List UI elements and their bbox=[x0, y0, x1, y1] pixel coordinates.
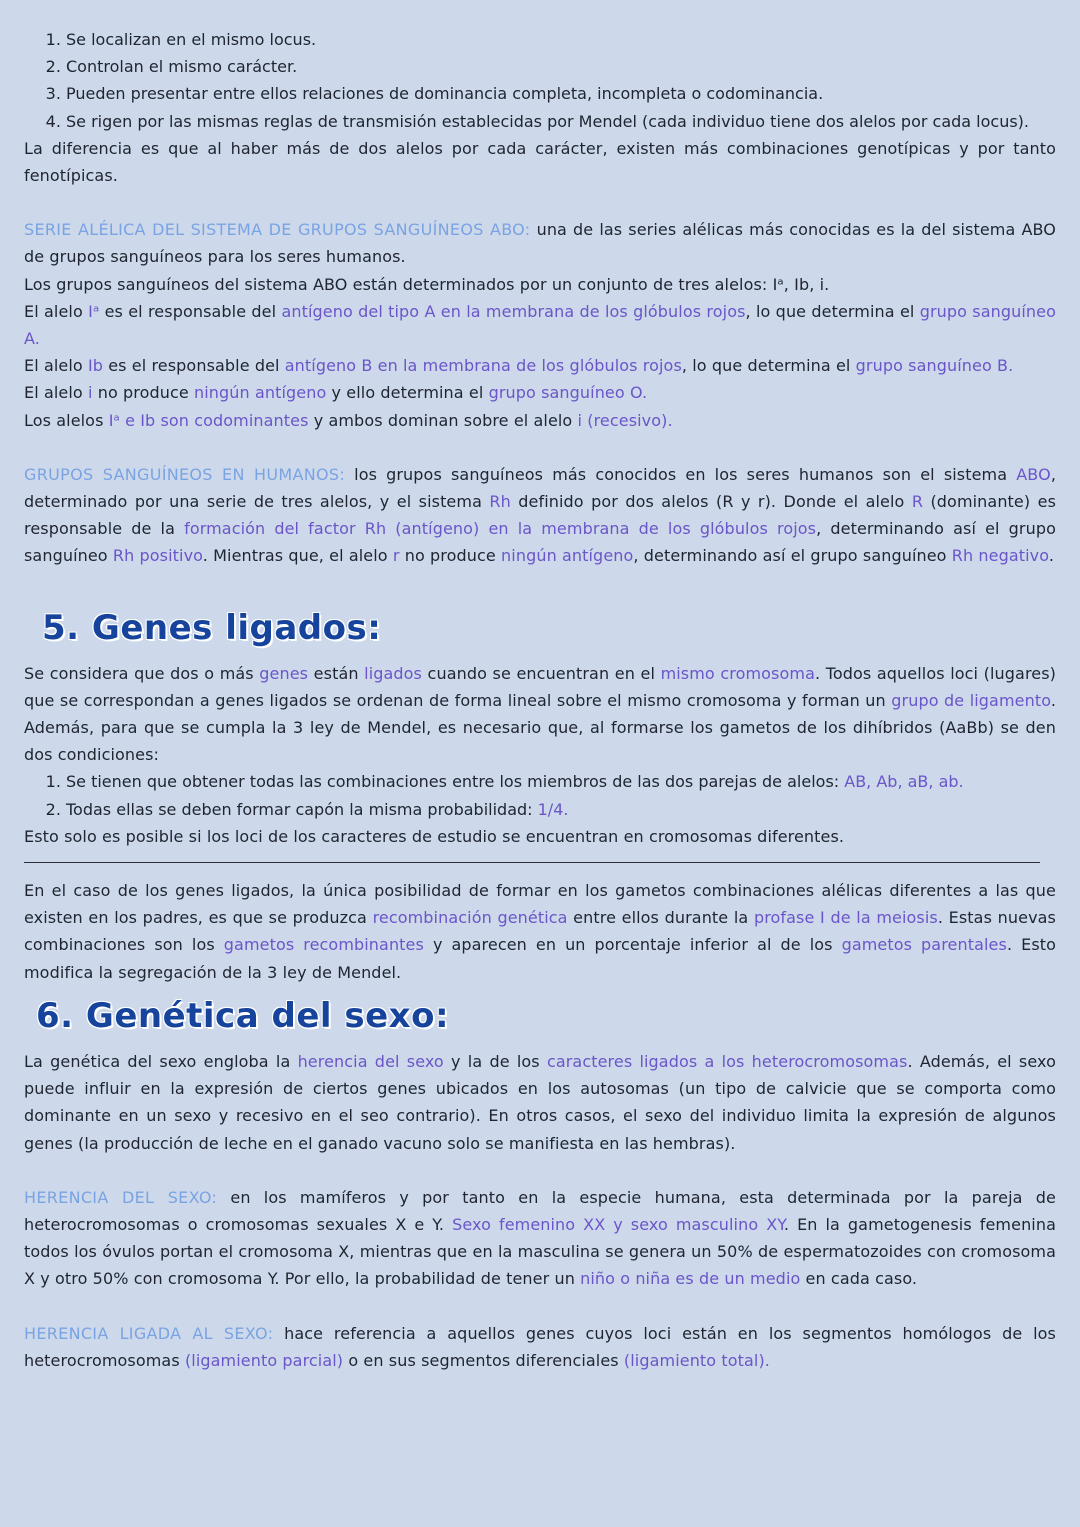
sex-linked-heading: HERENCIA LIGADA AL SEXO: bbox=[24, 1323, 274, 1343]
alleles-properties-list bbox=[24, 26, 1056, 135]
abo-heading: SERIE ALÉLICA DEL SISTEMA DE GRUPOS SANGUÍNEOS ABO: bbox=[24, 220, 531, 240]
list-item: 2. Controlan el mismo carácter. bbox=[66, 53, 1056, 80]
different-chromosomes-line: Esto solo es posible si los loci de los caracteres de estudio se encuentran en cromosomas diferentes. bbox=[24, 826, 845, 846]
blood-groups-paragraph: GRUPOS SANGUÍNEOS EN HUMANOS: los grupos sanguíneos más conocidos en los seres humanos son el sistema ABO, determinado por una serie de tres alelos, y el sistema Rh definido por dos alelos (R y r). Donde el alelo R (dominante) es responsable de la formación del factor Rh (antígeno) en la membrana de los glóbulos rojos, determinando así el grupo sanguíneo Rh positivo. Mientras que, el alelo r no produce ningún antígeno, determinando así el grupo sanguíneo Rh negativo. bbox=[24, 464, 1057, 566]
blood-groups-heading: GRUPOS SANGUÍNEOS EN HUMANOS: bbox=[24, 464, 346, 484]
allele-i-line: El alelo i no produce ningún antígeno y ello determina el grupo sanguíneo O. bbox=[24, 383, 648, 403]
divider bbox=[24, 862, 1040, 863]
allele-ib-line: El alelo Ib es el responsable del antígeno B en la membrana de los glóbulos rojos, lo que determina el grupo sanguíneo B. bbox=[24, 356, 1014, 376]
abo-alleles-line: Los grupos sanguíneos del sistema ABO están determinados por un conjunto de tres alelos: Iᵃ, Ib, i. bbox=[24, 274, 830, 294]
codominance-line: Los alelos Iᵃ e Ib son codominantes y ambos dominan sobre el alelo i (recesivo). bbox=[24, 410, 673, 430]
list-item: 3. Pueden presentar entre ellos relaciones de dominancia completa, incompleta o codominancia. bbox=[66, 80, 1056, 107]
section-6-title: 6. Genética del sexo: bbox=[36, 995, 450, 1036]
allele-ia-line: El alelo Iᵃ es el responsable del antígeno del tipo A en la membrana de los glóbulos rojos, lo que determina el grupo sanguíneo A. bbox=[24, 301, 1057, 349]
sex-genetics-paragraph: La genética del sexo engloba la herencia del sexo y la de los caracteres ligados a los heterocromosomas. Además, el sexo puede influir en la expresión de ciertos genes ubicados en los autosomas (un tipo de calvicie que se comporta como dominante en un sexo y recesivo en el seo contrario). En otros casos, el sexo del individuo limita la expresión de algunos genes (la producción de leche en el ganado vacuno solo se manifiesta en las hembras). bbox=[24, 1051, 1056, 1153]
difference-paragraph: La diferencia es que al haber más de dos alelos por cada carácter, existen más combinaciones genotípicas y por tanto fenotípicas. bbox=[24, 138, 1056, 186]
section-5-title: 5. Genes ligados: bbox=[42, 607, 382, 648]
list-item: 2. Todas ellas se deben formar capón la misma probabilidad: 1/4. bbox=[66, 796, 1056, 823]
list-item: 1. Se localizan en el mismo locus. bbox=[66, 26, 1056, 53]
list-item: 4. Se rigen por las mismas reglas de transmisión establecidas por Mendel (cada individuo tiene dos alelos por cada locus). bbox=[66, 108, 1056, 135]
sex-inheritance-paragraph: HERENCIA DEL SEXO: en los mamíferos y por tanto en la especie humana, esta determinada por la pareja de heterocromosomas o cromosomas sexuales X e Y. Sexo femenino XX y sexo masculino XY. En la gametogenesis femenina todos los óvulos portan el cromosoma X, mientras que en la masculina se genera un 50% de espermatozoides con cromosoma X y otro 50% con cromosoma Y. Por ello, la probabilidad de tener un niño o niña es de un medio en cada caso. bbox=[24, 1187, 1056, 1289]
sex-linked-paragraph: HERENCIA LIGADA AL SEXO: hace referencia a aquellos genes cuyos loci están en los segmentos homólogos de los heterocromosomas (ligamiento parcial) o en sus segmentos diferenciales (ligamiento total). bbox=[24, 1323, 1056, 1370]
list-item: 1. Se tienen que obtener todas las combinaciones entre los miembros de las dos parejas de alelos: AB, Ab, aB, ab. bbox=[66, 768, 1056, 795]
abo-paragraph: SERIE ALÉLICA DEL SISTEMA DE GRUPOS SANGUÍNEOS ABO: una de las series alélicas más conocidas es la del sistema ABO de grupos sanguíneos para los seres humanos. bbox=[24, 220, 1057, 267]
conditions-list bbox=[24, 768, 1056, 822]
recombination-paragraph: En el caso de los genes ligados, la única posibilidad de formar en los gametos combinaciones alélicas diferentes a las que existen en los padres, es que se produzca recombinación genética entre ellos durante la profase I de la meiosis. Estas nuevas combinaciones son los gametos recombinantes y aparecen en un porcentaje inferior al de los gametos parentales. Esto modifica la segregación de la 3 ley de Mendel. bbox=[24, 881, 1057, 982]
sex-inheritance-heading: HERENCIA DEL SEXO: bbox=[24, 1187, 218, 1207]
linked-genes-paragraph: Se considera que dos o más genes están ligados cuando se encuentran en el mismo cromosoma. Todos aquellos loci (lugares) que se correspondan a genes ligados se ordenan de forma lineal sobre el mismo cromosoma y forman un grupo de ligamento. Además, para que se cumpla la 3 ley de Mendel, es necesario que, al formarse los gametos de los dihíbridos (AaBb) se den dos condiciones: bbox=[24, 663, 1057, 765]
